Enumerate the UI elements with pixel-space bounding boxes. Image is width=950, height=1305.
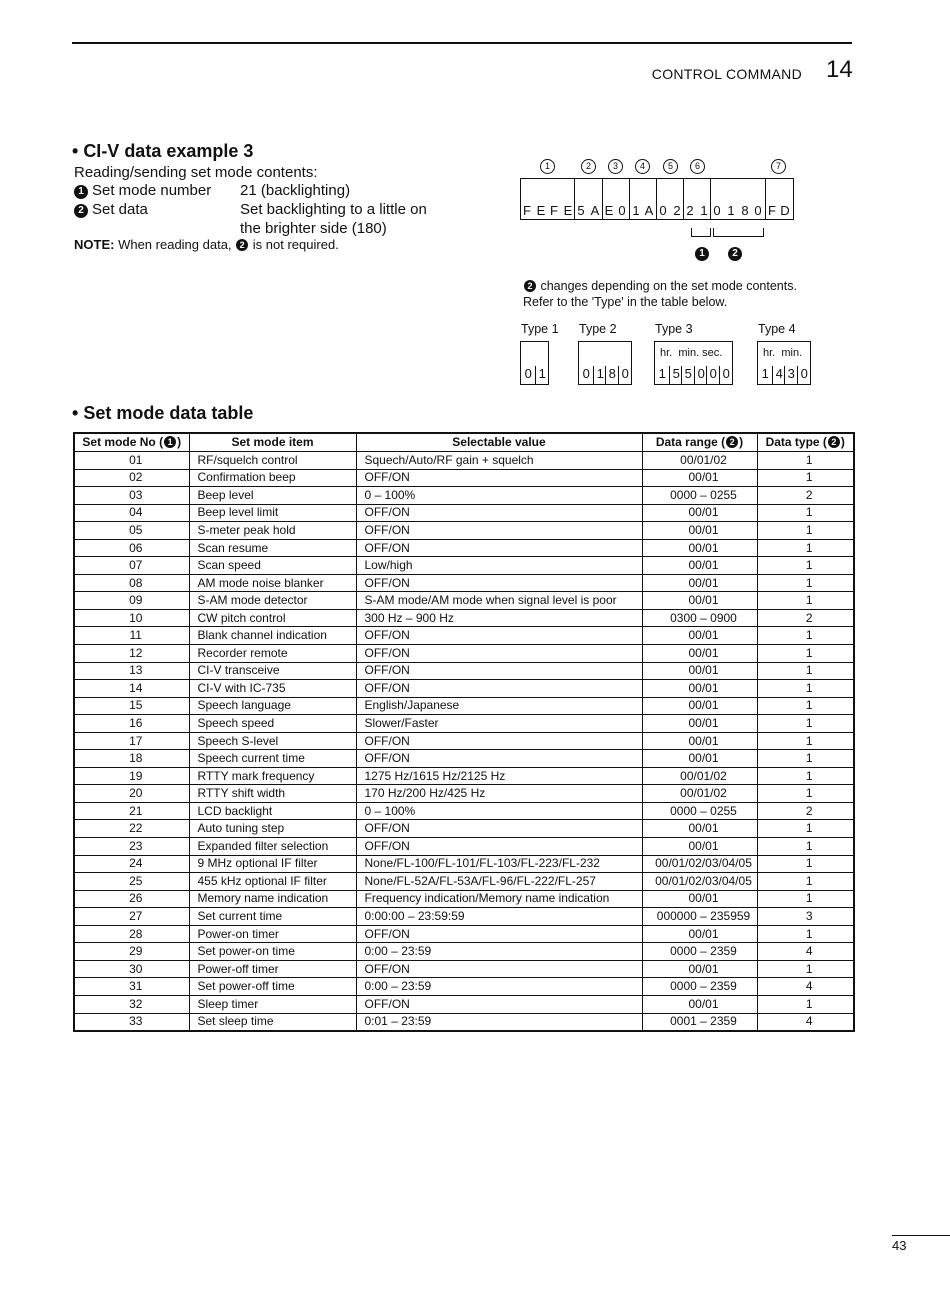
header-data-range: Data range ( 2 ): [642, 433, 757, 452]
cell-mode-item: Blank channel indication: [189, 627, 356, 645]
cell-selectable-value: OFF/ON: [356, 504, 642, 522]
command-char: A: [644, 203, 654, 218]
cell-data-type: 1: [757, 697, 854, 715]
command-char: 0: [713, 203, 721, 218]
cell-data-range: 00/01/02: [642, 452, 757, 470]
table-row: [74, 557, 854, 575]
command-char: F: [550, 203, 558, 218]
cell-mode-no: 12: [74, 645, 189, 663]
row2-value-cont: the brighter side (180): [240, 220, 387, 237]
type-digit: 1: [761, 366, 769, 381]
cell-selectable-value: 0:00:00 – 23:59:59: [356, 908, 642, 926]
cell-selectable-value: OFF/ON: [356, 838, 642, 856]
cell-mode-no: 30: [74, 960, 189, 978]
data-bracket: [713, 228, 764, 237]
cell-mode-no: 29: [74, 943, 189, 961]
type-digit: 4: [772, 366, 786, 384]
type-digit: 8: [605, 366, 619, 384]
cell-data-range: 00/01: [642, 697, 757, 715]
cell-mode-item: 9 MHz optional IF filter: [189, 855, 356, 873]
field-number-icon: 4: [635, 159, 650, 174]
cell-data-range: 00/01: [642, 469, 757, 487]
table-row: [74, 539, 854, 557]
table-row: [74, 469, 854, 487]
cell-mode-no: 10: [74, 609, 189, 627]
cell-selectable-value: 300 Hz – 900 Hz: [356, 609, 642, 627]
cell-data-type: 4: [757, 943, 854, 961]
cell-mode-no: 19: [74, 767, 189, 785]
cell-selectable-value: 170 Hz/200 Hz/425 Hz: [356, 785, 642, 803]
cell-data-type: 1: [757, 732, 854, 750]
cell-data-range: 00/01: [642, 539, 757, 557]
cell-data-type: 1: [757, 820, 854, 838]
cell-selectable-value: Slower/Faster: [356, 715, 642, 733]
note-text-b: is not required.: [252, 237, 339, 252]
cell-data-type: 1: [757, 855, 854, 873]
table-row: [74, 452, 854, 470]
cell-mode-item: Scan resume: [189, 539, 356, 557]
cell-mode-item: S-AM mode detector: [189, 592, 356, 610]
bullet-2-icon: 2: [74, 204, 88, 218]
table-row: [74, 943, 854, 961]
cell-data-range: 00/01/02/03/04/05: [642, 873, 757, 891]
cell-mode-no: 02: [74, 469, 189, 487]
cell-selectable-value: OFF/ON: [356, 960, 642, 978]
cell-data-range: 00/01: [642, 715, 757, 733]
cell-data-range: 00/01/02: [642, 767, 757, 785]
header-data-type: Data type ( 2 ): [757, 433, 854, 452]
cell-mode-item: CI-V transceive: [189, 662, 356, 680]
cell-data-range: 00/01/02/03/04/05: [642, 855, 757, 873]
cell-data-range: 0000 – 2359: [642, 943, 757, 961]
field-number-icon: 2: [581, 159, 596, 174]
cell-data-range: 00/01: [642, 627, 757, 645]
example-title: • CI-V data example 3: [72, 141, 254, 161]
cell-selectable-value: OFF/ON: [356, 750, 642, 768]
note-label: NOTE:: [74, 237, 115, 252]
table-row: [74, 609, 854, 627]
cell-selectable-value: 0:00 – 23:59: [356, 943, 642, 961]
footer-rule: [892, 1235, 950, 1236]
type-digit: 3: [784, 366, 798, 384]
example-row-1: [74, 182, 211, 199]
table-row: [74, 715, 854, 733]
field-number-icon: 1: [540, 159, 555, 174]
table-row: [74, 767, 854, 785]
cell-data-range: 0000 – 2359: [642, 978, 757, 996]
cell-data-type: 1: [757, 557, 854, 575]
field-number-icon: 6: [690, 159, 705, 174]
cell-data-type: 1: [757, 662, 854, 680]
bullet-2-icon: 2: [236, 239, 248, 251]
cell-data-type: 1: [757, 452, 854, 470]
cell-mode-no: 15: [74, 697, 189, 715]
field-number-icon: 7: [771, 159, 786, 174]
subcommand-bracket: [691, 228, 711, 237]
cell-mode-item: Auto tuning step: [189, 820, 356, 838]
table-row: [74, 750, 854, 768]
cell-mode-item: Power-on timer: [189, 925, 356, 943]
cell-data-range: 00/01: [642, 750, 757, 768]
cell-mode-item: Memory name indication: [189, 890, 356, 908]
cell-data-type: 1: [757, 838, 854, 856]
cell-mode-item: Confirmation beep: [189, 469, 356, 487]
bullet-1-icon: 1: [74, 185, 88, 199]
cell-mode-no: 21: [74, 802, 189, 820]
row2-value: Set backlighting to a little on: [240, 201, 427, 218]
page-number: 43: [892, 1238, 907, 1253]
cell-mode-no: 20: [74, 785, 189, 803]
type-digit: 1: [658, 366, 666, 381]
cell-mode-item: Speech current time: [189, 750, 356, 768]
command-char: 0: [754, 203, 762, 218]
cell-data-range: 00/01: [642, 925, 757, 943]
cell-data-type: 1: [757, 890, 854, 908]
command-char: A: [590, 203, 600, 218]
type-label: Type 2: [579, 322, 617, 336]
cell-data-range: 00/01: [642, 645, 757, 663]
cell-data-type: 1: [757, 767, 854, 785]
cell-data-range: 00/01: [642, 662, 757, 680]
cell-selectable-value: None/FL-100/FL-101/FL-103/FL-223/FL-232: [356, 855, 642, 873]
command-char: E: [604, 203, 614, 218]
table-row: [74, 995, 854, 1013]
cell-data-type: 2: [757, 609, 854, 627]
cell-data-range: 000000 – 235959: [642, 908, 757, 926]
table-row: [74, 697, 854, 715]
cell-selectable-value: 0:00 – 23:59: [356, 978, 642, 996]
type-digit: 5: [681, 366, 695, 384]
changes-note: [523, 278, 797, 310]
cell-mode-item: RTTY shift width: [189, 785, 356, 803]
cell-mode-item: RF/squelch control: [189, 452, 356, 470]
cell-selectable-value: OFF/ON: [356, 574, 642, 592]
example-row-2: [74, 201, 148, 218]
cell-data-range: 0300 – 0900: [642, 609, 757, 627]
cell-data-type: 1: [757, 539, 854, 557]
cell-mode-item: CI-V with IC-735: [189, 680, 356, 698]
cell-selectable-value: 0:01 – 23:59: [356, 1013, 642, 1031]
type-time-labels: hr. min.: [763, 347, 803, 359]
table-row: [74, 592, 854, 610]
cell-mode-item: Expanded filter selection: [189, 838, 356, 856]
cell-data-type: 1: [757, 574, 854, 592]
cell-mode-no: 08: [74, 574, 189, 592]
type-digit: 0: [524, 366, 532, 381]
cell-mode-no: 33: [74, 1013, 189, 1031]
table-row: [74, 890, 854, 908]
cell-mode-item: AM mode noise blanker: [189, 574, 356, 592]
cell-data-type: 1: [757, 785, 854, 803]
table-row: [74, 522, 854, 540]
cell-data-range: 00/01: [642, 995, 757, 1013]
cell-data-type: 1: [757, 592, 854, 610]
set-mode-data-table: [73, 432, 855, 1032]
cell-data-range: 0001 – 2359: [642, 1013, 757, 1031]
cell-mode-item: Set current time: [189, 908, 356, 926]
row1-value: 21 (backlighting): [240, 182, 351, 199]
cell-data-type: 1: [757, 960, 854, 978]
cell-mode-no: 04: [74, 504, 189, 522]
cell-data-type: 3: [757, 908, 854, 926]
cell-data-range: 0000 – 0255: [642, 802, 757, 820]
table-row: [74, 978, 854, 996]
cell-data-range: 00/01: [642, 838, 757, 856]
command-char: 5: [577, 203, 585, 218]
cell-selectable-value: OFF/ON: [356, 539, 642, 557]
type-digit: 0: [618, 366, 632, 384]
table-row: [74, 504, 854, 522]
cell-mode-no: 17: [74, 732, 189, 750]
type-digit: 0: [694, 366, 708, 384]
changes-note-line2: Refer to the 'Type' in the table below.: [523, 295, 728, 309]
cell-selectable-value: OFF/ON: [356, 662, 642, 680]
row2-label: Set data: [92, 201, 148, 218]
cell-mode-item: RTTY mark frequency: [189, 767, 356, 785]
cell-selectable-value: OFF/ON: [356, 925, 642, 943]
cell-data-type: 1: [757, 995, 854, 1013]
cell-mode-no: 22: [74, 820, 189, 838]
cell-data-type: 1: [757, 645, 854, 663]
table-title-text: Set mode data table: [83, 403, 254, 423]
type-digit: 0: [719, 366, 733, 384]
cell-selectable-value: None/FL-52A/FL-53A/FL-96/FL-222/FL-257: [356, 873, 642, 891]
command-char: E: [536, 203, 546, 218]
cell-mode-no: 05: [74, 522, 189, 540]
cell-mode-item: S-meter peak hold: [189, 522, 356, 540]
cell-mode-no: 16: [74, 715, 189, 733]
command-char: F: [523, 203, 531, 218]
cell-mode-no: 11: [74, 627, 189, 645]
table-row: [74, 960, 854, 978]
table-row: [74, 680, 854, 698]
bullet-2-icon: 2: [728, 247, 742, 261]
command-char: 0: [618, 203, 626, 218]
note: [74, 237, 339, 252]
cell-selectable-value: Low/high: [356, 557, 642, 575]
bullet-2-icon: 2: [524, 280, 536, 292]
command-char: 1: [727, 203, 735, 218]
command-char: 8: [741, 203, 749, 218]
cell-data-type: 1: [757, 504, 854, 522]
cell-mode-item: Power-off timer: [189, 960, 356, 978]
top-rule: [72, 42, 852, 44]
type-digit: 0: [706, 366, 720, 384]
cell-data-type: 1: [757, 715, 854, 733]
cell-data-range: 00/01/02: [642, 785, 757, 803]
cell-mode-no: 26: [74, 890, 189, 908]
command-char: E: [563, 203, 573, 218]
cell-data-type: 1: [757, 469, 854, 487]
cell-mode-item: Speech speed: [189, 715, 356, 733]
table-row: [74, 908, 854, 926]
command-char: 2: [686, 203, 694, 218]
cell-mode-no: 28: [74, 925, 189, 943]
cell-data-range: 00/01: [642, 522, 757, 540]
cell-mode-item: Sleep timer: [189, 995, 356, 1013]
cell-data-type: 1: [757, 925, 854, 943]
cell-mode-no: 01: [74, 452, 189, 470]
chapter-number: 14: [826, 56, 853, 83]
cell-mode-item: LCD backlight: [189, 802, 356, 820]
changes-note-line1: changes depending on the set mode contents.: [540, 279, 797, 293]
table-row: [74, 925, 854, 943]
cell-mode-no: 06: [74, 539, 189, 557]
cell-selectable-value: Squech/Auto/RF gain + squelch: [356, 452, 642, 470]
cell-data-range: 00/01: [642, 557, 757, 575]
cell-mode-no: 32: [74, 995, 189, 1013]
field-number-icon: 3: [608, 159, 623, 174]
cell-data-type: 1: [757, 873, 854, 891]
cell-selectable-value: OFF/ON: [356, 627, 642, 645]
cell-selectable-value: English/Japanese: [356, 697, 642, 715]
cell-mode-no: 27: [74, 908, 189, 926]
cell-mode-no: 13: [74, 662, 189, 680]
cell-mode-no: 09: [74, 592, 189, 610]
cell-mode-item: Speech language: [189, 697, 356, 715]
command-char: D: [780, 203, 790, 218]
bullet-1-icon: 1: [164, 436, 176, 448]
cell-selectable-value: 1275 Hz/1615 Hz/2125 Hz: [356, 767, 642, 785]
type-digit: 0: [797, 366, 811, 384]
type-digit: 5: [669, 366, 683, 384]
table-row: [74, 574, 854, 592]
example-title-text: CI-V data example 3: [83, 141, 254, 161]
cell-mode-no: 25: [74, 873, 189, 891]
table-row: [74, 820, 854, 838]
table-row: [74, 802, 854, 820]
cell-selectable-value: OFF/ON: [356, 820, 642, 838]
table-row: [74, 785, 854, 803]
command-char: F: [768, 203, 776, 218]
cell-data-range: 0000 – 0255: [642, 487, 757, 505]
cell-selectable-value: OFF/ON: [356, 645, 642, 663]
cell-mode-item: Set power-off time: [189, 978, 356, 996]
table-header-row: [74, 433, 854, 452]
cell-mode-item: Beep level limit: [189, 504, 356, 522]
cell-data-type: 4: [757, 1013, 854, 1031]
cell-data-range: 00/01: [642, 574, 757, 592]
row1-label: Set mode number: [92, 182, 212, 199]
table-row: [74, 1013, 854, 1031]
table-row: [74, 838, 854, 856]
table-row: [74, 627, 854, 645]
bullet-1-icon: 1: [695, 247, 709, 261]
cell-mode-no: 14: [74, 680, 189, 698]
type-time-labels: hr. min. sec.: [660, 347, 723, 359]
command-char: 0: [659, 203, 667, 218]
cell-data-range: 00/01: [642, 960, 757, 978]
cell-data-type: 2: [757, 487, 854, 505]
table-row: [74, 487, 854, 505]
header-selectable-value: Selectable value: [356, 433, 642, 452]
cell-mode-item: Set sleep time: [189, 1013, 356, 1031]
cell-mode-item: 455 kHz optional IF filter: [189, 873, 356, 891]
cell-mode-item: Set power-on time: [189, 943, 356, 961]
table-title: • Set mode data table: [72, 403, 254, 423]
command-char: 2: [673, 203, 681, 218]
table-row: [74, 873, 854, 891]
cell-data-type: 2: [757, 802, 854, 820]
cell-mode-no: 24: [74, 855, 189, 873]
cell-data-type: 4: [757, 978, 854, 996]
cell-data-range: 00/01: [642, 820, 757, 838]
cell-mode-no: 23: [74, 838, 189, 856]
cell-mode-no: 18: [74, 750, 189, 768]
cell-selectable-value: S-AM mode/AM mode when signal level is poor: [356, 592, 642, 610]
cell-data-type: 1: [757, 750, 854, 768]
table-row: [74, 645, 854, 663]
table-row: [74, 855, 854, 873]
cell-data-type: 1: [757, 627, 854, 645]
cell-selectable-value: 0 – 100%: [356, 487, 642, 505]
cell-data-range: 00/01: [642, 592, 757, 610]
cell-mode-item: Recorder remote: [189, 645, 356, 663]
type-label: Type 4: [758, 322, 796, 336]
cell-mode-item: Scan speed: [189, 557, 356, 575]
bullet-2-icon: 2: [828, 436, 840, 448]
command-char: 1: [632, 203, 640, 218]
cell-data-type: 1: [757, 522, 854, 540]
cell-mode-no: 07: [74, 557, 189, 575]
section-label: CONTROL COMMAND: [651, 66, 802, 82]
type-label: Type 1: [521, 322, 559, 336]
header-set-mode-no: Set mode No ( 1 ): [74, 433, 189, 452]
type-label: Type 3: [655, 322, 693, 336]
cell-data-range: 00/01: [642, 504, 757, 522]
cell-data-range: 00/01: [642, 732, 757, 750]
note-text-a: When reading data,: [118, 237, 232, 252]
type-digit: 0: [582, 366, 590, 381]
cell-selectable-value: Frequency indication/Memory name indication: [356, 890, 642, 908]
example-subtitle: Reading/sending set mode contents:: [74, 164, 318, 181]
header-set-mode-item: Set mode item: [189, 433, 356, 452]
cell-data-range: 00/01: [642, 890, 757, 908]
cell-mode-item: CW pitch control: [189, 609, 356, 627]
field-number-icon: 5: [663, 159, 678, 174]
cell-selectable-value: OFF/ON: [356, 995, 642, 1013]
cell-mode-no: 03: [74, 487, 189, 505]
command-char: 1: [700, 203, 708, 218]
table-row: [74, 662, 854, 680]
cell-data-range: 00/01: [642, 680, 757, 698]
cell-selectable-value: 0 – 100%: [356, 802, 642, 820]
table-row: [74, 732, 854, 750]
cell-selectable-value: OFF/ON: [356, 469, 642, 487]
type-digit: 1: [593, 366, 607, 384]
cell-selectable-value: OFF/ON: [356, 522, 642, 540]
cell-selectable-value: OFF/ON: [356, 732, 642, 750]
cell-data-type: 1: [757, 680, 854, 698]
cell-selectable-value: OFF/ON: [356, 680, 642, 698]
cell-mode-item: Speech S-level: [189, 732, 356, 750]
bullet-2-icon: 2: [726, 436, 738, 448]
cell-mode-no: 31: [74, 978, 189, 996]
cell-mode-item: Beep level: [189, 487, 356, 505]
type-digit: 1: [535, 366, 549, 384]
